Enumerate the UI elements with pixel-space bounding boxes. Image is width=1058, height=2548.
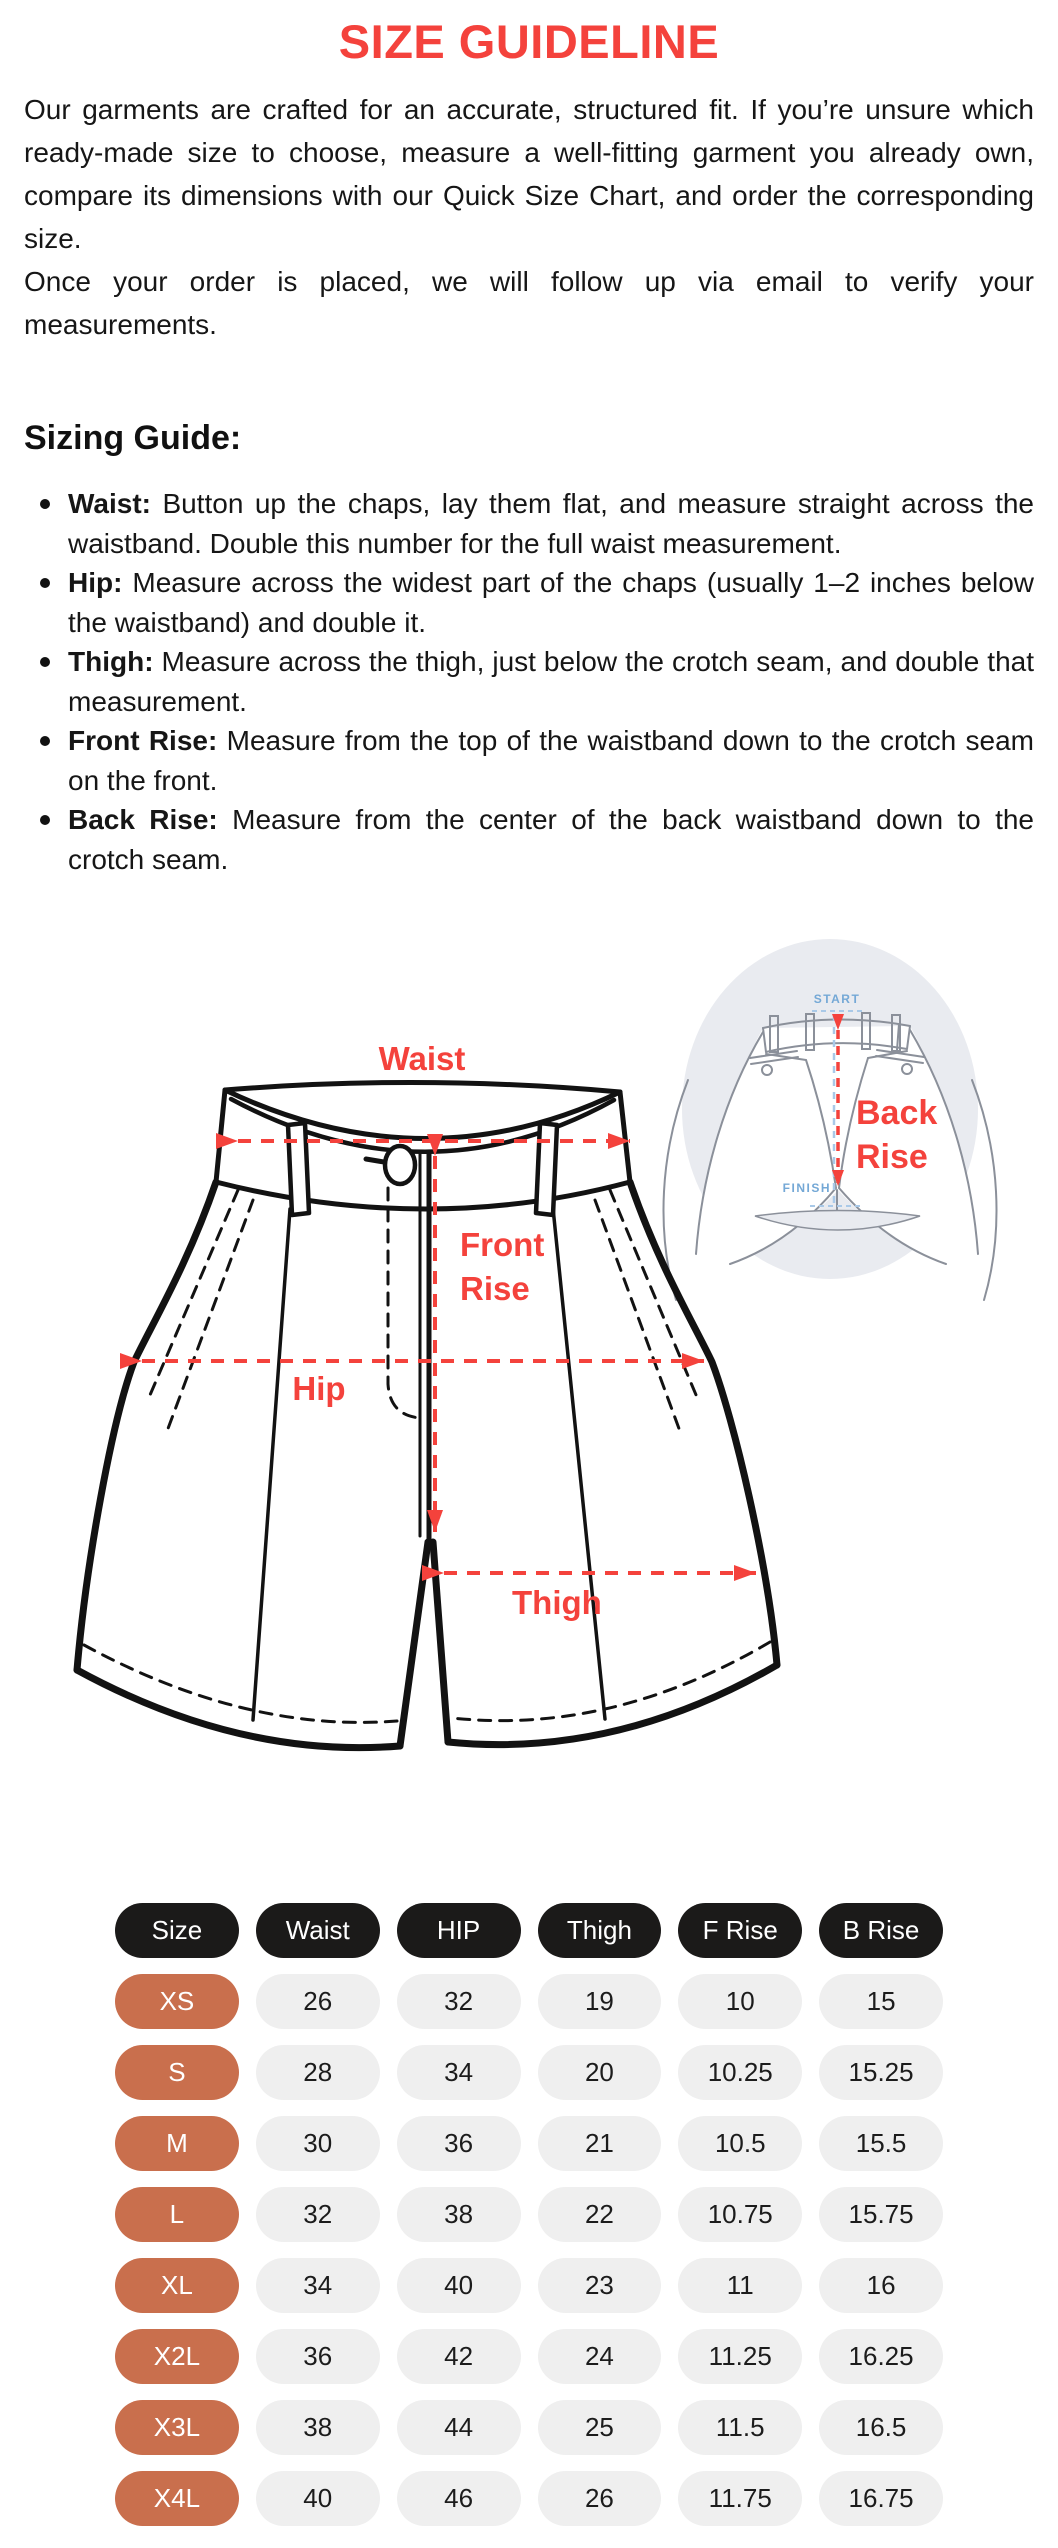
back-rise-label: Rise: [856, 1138, 928, 1176]
measurement-diagram: [0, 917, 1058, 1829]
waist-label: Waist: [378, 1040, 466, 1077]
front-rise-label: Front: [460, 1226, 545, 1263]
pocket-dashed-left: [147, 1190, 238, 1402]
value-cell: 26: [538, 2471, 662, 2526]
bullet-text: Button up the chaps, lay them flat, and measure straight across the waistband. Double this number for the full waist measurement.: [68, 488, 1034, 559]
value-cell: 20: [538, 2045, 662, 2100]
table-row: [115, 2045, 943, 2100]
size-cell: X2L: [115, 2329, 239, 2384]
bullet-text: Measure from the center of the back waistband down to the crotch seam.: [68, 804, 1035, 875]
value-cell: 40: [256, 2471, 380, 2526]
value-cell: 34: [397, 2045, 521, 2100]
back-rise-label: Back: [856, 1094, 938, 1132]
back-rise-inset: [664, 939, 997, 1300]
value-cell: 19: [538, 1974, 662, 2029]
size-cell: X3L: [115, 2400, 239, 2455]
column-header: Thigh: [538, 1903, 662, 1958]
size-chart-header: [115, 1903, 943, 1958]
page-title: SIZE GUIDELINE: [338, 15, 720, 68]
column-header: Waist: [256, 1903, 380, 1958]
sizing-guide-list: [24, 484, 1034, 879]
belt-loop-left: [288, 1123, 309, 1215]
value-cell: 44: [397, 2400, 521, 2455]
waist-button: [385, 1146, 415, 1184]
value-cell: 10: [678, 1974, 802, 2029]
value-cell: 25: [538, 2400, 662, 2455]
size-cell: X4L: [115, 2471, 239, 2526]
front-rise-label: Rise: [460, 1270, 530, 1307]
bullet-text: Measure from the top of the waistband down to the crotch seam on the front.: [68, 725, 1035, 796]
table-row: [115, 2329, 943, 2384]
value-cell: 32: [397, 1974, 521, 2029]
value-cell: 16: [819, 2258, 943, 2313]
intro-paragraph-1: Our garments are crafted for an accurate, structured fit. If you’re unsure which ready-made size to choose, measure a well-fitting garment you already own, compare its dimensions with our Quick Size Chart, and order the corresponding size.: [24, 94, 1034, 254]
value-cell: 21: [538, 2116, 662, 2171]
list-item: [24, 642, 1034, 721]
value-cell: 15.25: [819, 2045, 943, 2100]
list-item: [24, 484, 1034, 563]
measurement-annotations: [142, 1040, 756, 1621]
value-cell: 15.75: [819, 2187, 943, 2242]
value-cell: 28: [256, 2045, 380, 2100]
value-cell: 11.75: [678, 2471, 802, 2526]
list-item: [24, 563, 1034, 642]
column-header: HIP: [397, 1903, 521, 1958]
value-cell: 22: [538, 2187, 662, 2242]
value-cell: 36: [397, 2116, 521, 2171]
sizing-guide-heading: Sizing Guide:: [24, 419, 242, 457]
value-cell: 16.5: [819, 2400, 943, 2455]
size-cell: L: [115, 2187, 239, 2242]
list-item: [24, 721, 1034, 800]
value-cell: 16.25: [819, 2329, 943, 2384]
start-label: START: [813, 992, 861, 1006]
value-cell: 11.5: [678, 2400, 802, 2455]
value-cell: 10.25: [678, 2045, 802, 2100]
table-row: [115, 2187, 943, 2242]
pocket-dashed-right: [610, 1190, 699, 1402]
thigh-label: Thigh: [512, 1584, 602, 1621]
column-header: Size: [115, 1903, 239, 1958]
value-cell: 30: [256, 2116, 380, 2171]
table-row: [115, 2258, 943, 2313]
value-cell: 32: [256, 2187, 380, 2242]
value-cell: 15: [819, 1974, 943, 2029]
size-cell: M: [115, 2116, 239, 2171]
intro-text: [24, 88, 1034, 346]
table-row: [115, 1974, 943, 2029]
size-cell: XL: [115, 2258, 239, 2313]
hem-stitch-left: [84, 1645, 397, 1722]
bullet-label: Waist:: [68, 488, 151, 519]
size-chart-body: [115, 1974, 943, 2526]
table-row: [115, 2116, 943, 2171]
value-cell: 42: [397, 2329, 521, 2384]
shorts-front-sketch: [77, 1082, 777, 1747]
value-cell: 34: [256, 2258, 380, 2313]
bullet-text: Measure across the thigh, just below the crotch seam, and double that measurement.: [68, 646, 1034, 717]
bullet-text: Measure across the widest part of the chaps (usually 1–2 inches below the waistband) and double it.: [68, 567, 1034, 638]
value-cell: 38: [256, 2400, 380, 2455]
value-cell: 11.25: [678, 2329, 802, 2384]
value-cell: 36: [256, 2329, 380, 2384]
bullet-label: Hip:: [68, 567, 123, 598]
value-cell: 24: [538, 2329, 662, 2384]
value-cell: 16.75: [819, 2471, 943, 2526]
column-header: F Rise: [678, 1903, 802, 1958]
value-cell: 38: [397, 2187, 521, 2242]
value-cell: 10.5: [678, 2116, 802, 2171]
value-cell: 11: [678, 2258, 802, 2313]
fly-stitch-dashed: [388, 1188, 421, 1418]
bullet-label: Thigh:: [68, 646, 154, 677]
hip-label: Hip: [292, 1370, 346, 1407]
value-cell: 26: [256, 1974, 380, 2029]
table-row: [115, 2471, 943, 2526]
pocket-dashed-left: [166, 1200, 253, 1434]
list-item: [24, 800, 1034, 879]
value-cell: 46: [397, 2471, 521, 2526]
table-row: [115, 2400, 943, 2455]
value-cell: 23: [538, 2258, 662, 2313]
size-cell: XS: [115, 1974, 239, 2029]
value-cell: 40: [397, 2258, 521, 2313]
belt-loop-right: [536, 1123, 557, 1215]
pocket-dashed-right: [595, 1200, 681, 1434]
bullet-label: Back Rise:: [68, 804, 218, 835]
column-header: B Rise: [819, 1903, 943, 1958]
finish-label: FINISH: [782, 1181, 831, 1195]
value-cell: 10.75: [678, 2187, 802, 2242]
intro-paragraph-2: Once your order is placed, we will follow up via email to verify your measurements.: [24, 266, 1034, 340]
size-cell: S: [115, 2045, 239, 2100]
bullet-label: Front Rise:: [68, 725, 218, 756]
hem-stitch-right: [452, 1642, 770, 1721]
value-cell: 15.5: [819, 2116, 943, 2171]
size-chart: [115, 1903, 943, 2526]
